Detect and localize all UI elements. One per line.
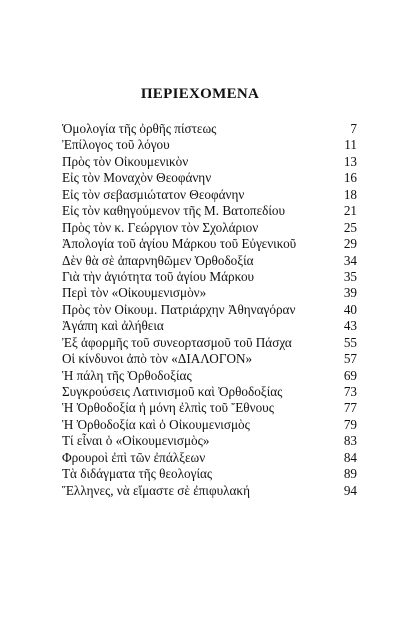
toc-entry-page-number: 11: [344, 137, 357, 153]
toc-entry-title: Γιὰ τὴν ἁγιότητα τοῦ ἁγίου Μάρκου: [62, 268, 255, 284]
toc-entry-title: Εἰς τὸν σεβασμιώτατον Θεοφάνην: [62, 186, 245, 202]
toc-entry-title: Ἡ Ὀρθοδοξία ἡ μόνη ἐλπὶς τοῦ Ἔθνους: [62, 400, 274, 416]
toc-entry-page-number: 55: [343, 334, 357, 350]
toc-entry-page-number: 69: [343, 367, 357, 383]
toc-entry-page-number: 77: [343, 400, 357, 416]
toc-entry-page-number: 79: [343, 416, 357, 432]
toc-entry: [62, 417, 357, 433]
toc-entry-title: Ἐπίλογος τοῦ λόγου: [62, 137, 170, 153]
toc-entry: [62, 269, 357, 285]
toc-entry-page-number: 43: [343, 318, 357, 334]
toc-entry: [62, 285, 357, 301]
toc-entry-page-number: 16: [343, 170, 357, 186]
toc-entry-page-number: 29: [343, 236, 357, 252]
toc-entry-page-number: 34: [343, 252, 357, 268]
toc-entry: [62, 154, 357, 170]
toc-entry-title: Φρουροὶ ἐπὶ τῶν ἐπάλξεων: [62, 449, 206, 465]
toc-entry: [62, 433, 357, 449]
toc-entry-page-number: 73: [343, 384, 357, 399]
toc-entry-page-number: 7: [350, 121, 357, 136]
toc-entry-page-number: 35: [343, 268, 357, 284]
toc-entry: [62, 368, 357, 384]
toc-entry: [62, 187, 357, 203]
toc-entry-page-number: 18: [343, 186, 357, 202]
toc-entry: [62, 483, 357, 499]
toc-entry: [62, 318, 357, 334]
toc-entry-title: Πρὸς τὸν κ. Γεώργιον τὸν Σχολάριον: [62, 219, 259, 235]
toc-entry-title: Τὰ διδάγματα τῆς θεολογίας: [62, 466, 213, 482]
toc-entry-title: Τί εἶναι ὁ «Οἰκουμενισμὸς»: [62, 433, 210, 449]
toc-entry-page-number: 84: [343, 449, 357, 465]
page-title: ΠΕΡΙΕΧΟΜΕΝΑ: [140, 86, 260, 102]
toc-entry-title: Ἡ πάλη τῆς Ὀρθοδοξίας: [62, 367, 192, 383]
toc-entry: [62, 236, 357, 252]
toc-entry-page-number: 40: [343, 301, 357, 317]
table-of-contents: [62, 121, 357, 499]
toc-entry-title: Οἱ κίνδυνοι ἀπὸ τὸν «ΔΙΑΛΟΓΟΝ»: [62, 351, 253, 367]
toc-entry: [62, 302, 357, 318]
toc-entry: [62, 384, 357, 400]
toc-entry-title: Ἕλληνες, νὰ εἴμαστε σὲ ἐπιφυλακή: [62, 482, 250, 498]
toc-entry-title: Πρὸς τὸν Οἰκουμενικὸν: [62, 153, 189, 169]
toc-entry-title: Ἀπολογία τοῦ ἁγίου Μάρκου τοῦ Εὐγενικοῦ: [62, 236, 297, 252]
toc-entry: [62, 253, 357, 269]
toc-entry-page-number: 83: [343, 433, 357, 449]
toc-entry-title: Περὶ τὸν «Οἰκουμενισμὸν»: [62, 285, 207, 301]
toc-entry: [62, 400, 357, 416]
toc-entry-title: Ὁμολογία τῆς ὀρθῆς πίστεως: [62, 121, 217, 136]
toc-entry: [62, 203, 357, 219]
toc-entry-title: Ἐξ ἀφορμῆς τοῦ συνεορτασμοῦ τοῦ Πάσχα: [62, 334, 292, 350]
toc-entry: [62, 121, 357, 137]
toc-entry-title: Εἰς τὸν Μοναχὸν Θεοφάνην: [62, 170, 212, 186]
toc-entry-title: Ἡ Ὀρθοδοξία καὶ ὁ Οἰκουμενισμὸς: [62, 416, 250, 432]
toc-entry-page-number: 13: [343, 153, 357, 169]
toc-entry-title: Εἰς τὸν καθηγούμενον τῆς Μ. Βατοπεδίου: [62, 203, 286, 219]
toc-entry-page-number: 57: [343, 351, 357, 367]
toc-entry-page-number: 89: [343, 466, 357, 482]
toc-entry: [62, 450, 357, 466]
toc-entry-page-number: 21: [343, 203, 357, 219]
toc-entry-page-number: 25: [343, 219, 357, 235]
toc-entry: [62, 220, 357, 236]
toc-entry-title: Πρὸς τὸν Οἰκουμ. Πατριάρχην Ἀθηναγόραν: [62, 301, 296, 317]
toc-entry: [62, 466, 357, 482]
toc-entry: [62, 335, 357, 351]
toc-entry: [62, 170, 357, 186]
toc-entry-page-number: 39: [343, 285, 357, 301]
toc-entry: [62, 351, 357, 367]
toc-entry-title: Συγκρούσεις Λατινισμοῦ καὶ Ὀρθοδοξίας: [62, 384, 283, 399]
toc-entry-page-number: 94: [343, 482, 357, 498]
toc-entry-title: Δὲν θὰ σὲ ἀπαρνηθῶμεν Ὀρθοδοξία: [62, 252, 254, 268]
toc-entry: [62, 137, 357, 153]
toc-entry-title: Ἀγάπη καὶ ἀλήθεια: [62, 318, 164, 334]
